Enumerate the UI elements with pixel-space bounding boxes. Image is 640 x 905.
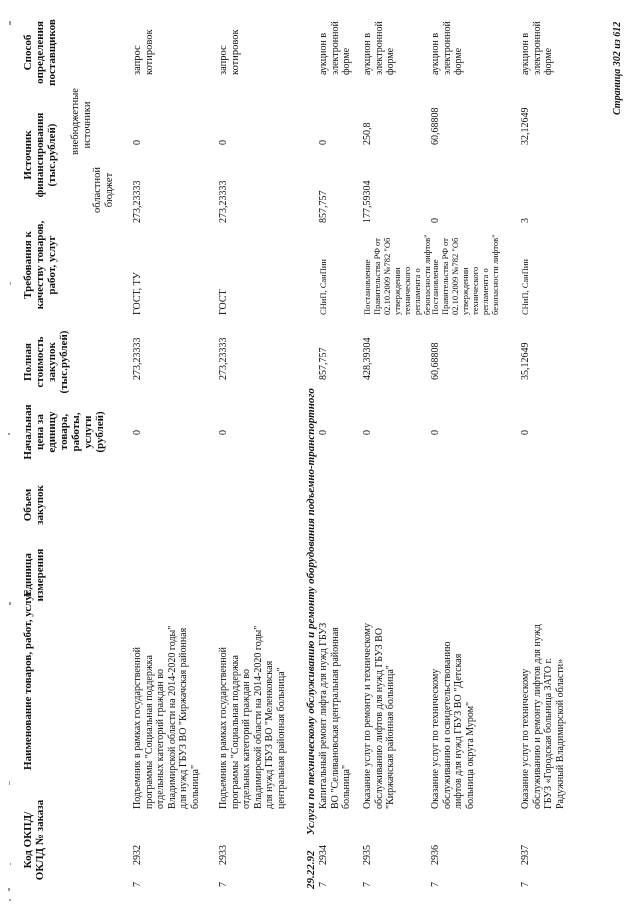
section-code: 29.22.92 — [305, 850, 317, 889]
row-2936-name: Оказание услуг по техническому обслуживанию и освидетельствованию лифтов для нужд ГБУЗ ВО "Детская больница округа Муром" — [430, 641, 476, 809]
header-sources: Источник финансирования (тыс.рублей) — [22, 112, 58, 198]
scan-noise-icon — [7, 0, 13, 905]
scan-edge — [0, 0, 6, 905]
row-2936-price: 0 — [430, 430, 441, 435]
row-2932-name: Подъемник в рамках государственной программы "Социальная поддержка отдельных категорий граждан во Владимирской области на 2014-2020 годы" для нужд ГБУЗ ВО "Киржачская районная больница" — [132, 625, 201, 809]
row-2937-name: Оказание услуг по техническому обслуживанию и ремонту лифтов для нужд ГБУЗ «Городская больница ЗАТО г. Радужный Владимирской области» — [520, 624, 566, 809]
page-footer: Страница 302 из 612 — [612, 21, 623, 115]
row-2933-order: 2933 — [218, 845, 229, 865]
row-2933-budget: 273,23333 — [218, 180, 229, 223]
row-2934-price: 0 — [318, 430, 329, 435]
row-2934-order: 2934 — [318, 845, 329, 865]
row-2937-total: 35,12649 — [520, 342, 531, 380]
row-2935-budget: 177,59304 — [362, 180, 373, 223]
row-2932-total: 273,23333 — [132, 337, 143, 380]
row-2936-method: аукцион в электронной форме — [430, 21, 464, 75]
row-2936-order: 2936 — [430, 845, 441, 865]
row-2936-extra: 60,68808 — [430, 107, 441, 145]
header-method: Способ определения поставщиков — [22, 19, 58, 86]
row-2934-total: 857,757 — [318, 347, 329, 380]
section-title: Услуги по техническому обслуживанию и ремонту оборудования подъемно-транспортного — [305, 388, 317, 835]
header-requirements: Требования к качеству товаров, работ, услуг — [22, 220, 58, 310]
row-2937-req: СНиП, СанПин — [520, 259, 530, 315]
row-2933-price: 0 — [218, 430, 229, 435]
row-2932-extra: 0 — [132, 140, 143, 145]
header-budget: областной бюджет — [92, 167, 115, 213]
row-2932-price: 0 — [132, 430, 143, 435]
row-2937-extra: 32,12649 — [520, 107, 531, 145]
row-2934-req: СНиП, СанПин — [318, 259, 328, 315]
row-2933-name: Подъемник в рамках государственной программы "Социальная поддержка отдельных категорий граждан во Владимирской области на 2014-2020 годы" для нужд ГБУЗ ВО "Меленковская центральная районная больница" — [218, 625, 287, 809]
header-extrabudget: внебюджетные источники — [70, 88, 93, 155]
row-2936-num: 7 — [430, 882, 441, 887]
row-2937-method: аукцион в электронной форме — [520, 21, 554, 75]
row-2933-extra: 0 — [218, 140, 229, 145]
row-2934-name: Капитальный ремонт лифта для нужд ГБУЗ ВО "Селивановская центральная районная больница" — [318, 622, 352, 809]
row-2933-total: 273,23333 — [218, 337, 229, 380]
row-2933-num: 7 — [218, 882, 229, 887]
row-2935-num: 7 — [362, 882, 373, 887]
row-2935-order: 2935 — [362, 845, 373, 865]
row-2934-num: 7 — [318, 882, 329, 887]
row-2932-budget: 273,23333 — [132, 180, 143, 223]
header-code: Код ОКПД/ ОКЛД № заказа — [22, 799, 46, 881]
row-2935-price: 0 — [362, 430, 373, 435]
row-2937-order: 2937 — [520, 845, 531, 865]
header-name: Наименование товаров, работ, услуг — [22, 590, 34, 770]
row-2933-method: запрос котировок — [218, 29, 241, 75]
row-2932-num: 7 — [132, 882, 143, 887]
row-2935-method: аукцион в электронной форме — [362, 21, 396, 75]
row-2937-budget: 3 — [520, 218, 531, 223]
row-2937-price: 0 — [520, 430, 531, 435]
row-2936-total: 60,68808 — [430, 342, 441, 380]
header-total-cost: Полная стоимость закупок (тыс.рублей) — [22, 330, 70, 394]
row-2932-order: 2932 — [132, 845, 143, 865]
row-2936-req: Постановление Правительства РФ от 02.10.2009 №782 "Об утверждении технического регламента о безопасности лифтов" — [430, 234, 500, 315]
row-2934-extra: 0 — [318, 140, 329, 145]
header-unit: Единица измерения — [22, 548, 46, 602]
row-2934-budget: 857,757 — [318, 190, 329, 223]
row-2934-method: аукцион в электронной форме — [318, 21, 352, 75]
header-volume: Объем закупок — [22, 485, 46, 525]
row-2932-method: запрос котировок — [132, 29, 155, 75]
row-2932-req: ГОСТ, ТУ — [132, 272, 143, 315]
header-initial-price: Начальная цена за единицу товара, работы, услуги (рублей) — [22, 404, 106, 460]
row-2936-budget: 0 — [430, 218, 441, 223]
row-2933-req: ГОСТ — [218, 289, 229, 315]
row-2935-extra: 250,8 — [362, 122, 373, 145]
row-2935-req: Постановление Правительства РФ от 02.10.2009 №782 "Об утверждении технического регламента о безопасности лифтов" — [362, 234, 432, 315]
row-2937-num: 7 — [520, 882, 531, 887]
row-2935-total: 428,39304 — [362, 337, 373, 380]
row-2935-name: Оказание услуг по ремонту и техническому обслуживанию лифтов для нужд ГБУЗ ВО "Киржачская районная больница" — [362, 622, 396, 809]
